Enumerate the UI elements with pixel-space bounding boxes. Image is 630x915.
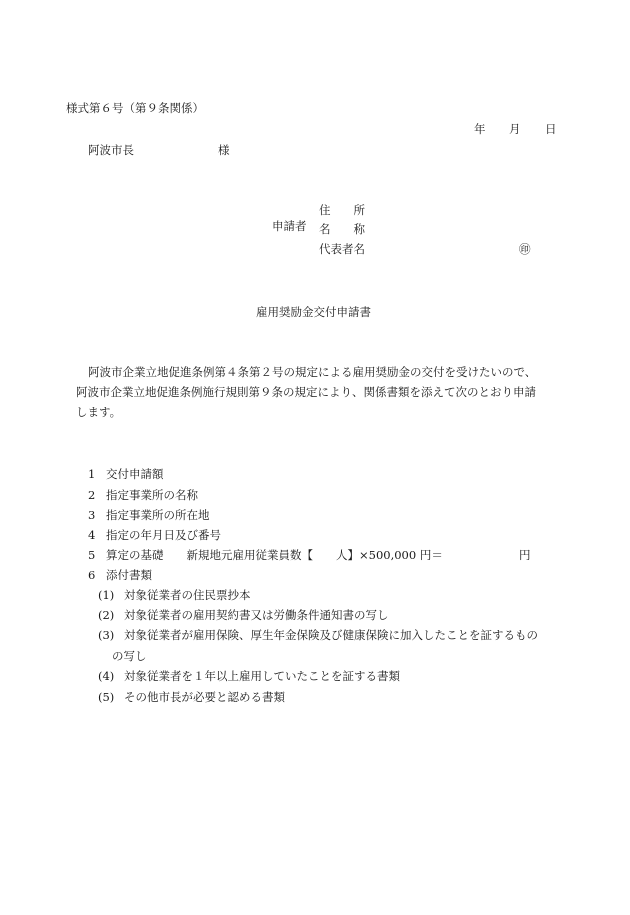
seal-mark: ㊞	[519, 242, 531, 256]
list-item	[88, 467, 164, 481]
attachment-item	[98, 608, 389, 622]
addressee-name: 阿波市長	[88, 143, 134, 157]
list-item	[88, 548, 443, 562]
addressee-honorific: 様	[218, 143, 230, 157]
body-line-3: します。	[76, 405, 122, 419]
attachment-number: (5)	[98, 690, 115, 704]
item-number: 5	[88, 548, 96, 562]
applicant-label: 申請者	[272, 219, 307, 233]
attachment-number: (2)	[98, 608, 115, 622]
item-number: 1	[88, 467, 96, 481]
date-day-label: 日	[545, 122, 557, 136]
item-text: 指定事業所の名称	[106, 488, 198, 502]
attachment-text: 対象従業者の住民票抄本	[124, 588, 251, 602]
list-item	[88, 568, 152, 582]
attachment-number: (4)	[98, 669, 115, 683]
item-text: 交付申請額	[106, 467, 164, 481]
date-year-label: 年	[474, 122, 486, 136]
attachment-item	[98, 628, 538, 642]
attachment-text: 対象従業者を１年以上雇用していたことを証する書類	[124, 669, 400, 683]
item-number: 2	[88, 488, 96, 502]
body-line-1: 阿波市企業立地促進条例第４条第２号の規定による雇用奨励金の交付を受けたいので、	[88, 365, 537, 379]
attachment-item	[98, 669, 400, 683]
attachment-item	[98, 690, 285, 704]
date-month-label: 月	[509, 122, 521, 136]
list-item	[88, 488, 198, 502]
representative-name-label: 代表者名	[319, 242, 365, 256]
item-number: 4	[88, 528, 96, 542]
item-text: 算定の基礎 新規地元雇用従業員数【 人】×500,000 円＝	[106, 548, 443, 562]
attachment-number: (3)	[98, 628, 115, 642]
item-number: 6	[88, 568, 96, 582]
attachment-continuation: の写し	[112, 649, 147, 663]
list-item	[88, 508, 210, 522]
item-number: 3	[88, 508, 96, 522]
company-name-label: 名 称	[319, 222, 365, 236]
body-line-2: 阿波市企業立地促進条例施行規則第９条の規定により、関係書類を添えて次のとおり申請	[76, 385, 536, 399]
document-title: 雇用奨励金交付申請書	[256, 305, 371, 319]
item-text: 指定の年月日及び番号	[106, 528, 221, 542]
item-text: 指定事業所の所在地	[106, 508, 210, 522]
item-text: 添付書類	[106, 568, 152, 582]
attachment-number: (1)	[98, 588, 115, 602]
attachment-item	[98, 588, 251, 602]
attachment-text: 対象従業者が雇用保険、厚生年金保険及び健康保険に加入したことを証するもの	[124, 628, 538, 642]
address-label: 住 所	[319, 203, 365, 217]
yen-suffix: 円	[519, 548, 531, 562]
form-number: 様式第６号（第９条関係）	[66, 101, 204, 115]
attachment-text: 対象従業者の雇用契約書又は労働条件通知書の写し	[124, 608, 389, 622]
attachment-text: その他市長が必要と認める書類	[124, 690, 285, 704]
list-item	[88, 528, 221, 542]
